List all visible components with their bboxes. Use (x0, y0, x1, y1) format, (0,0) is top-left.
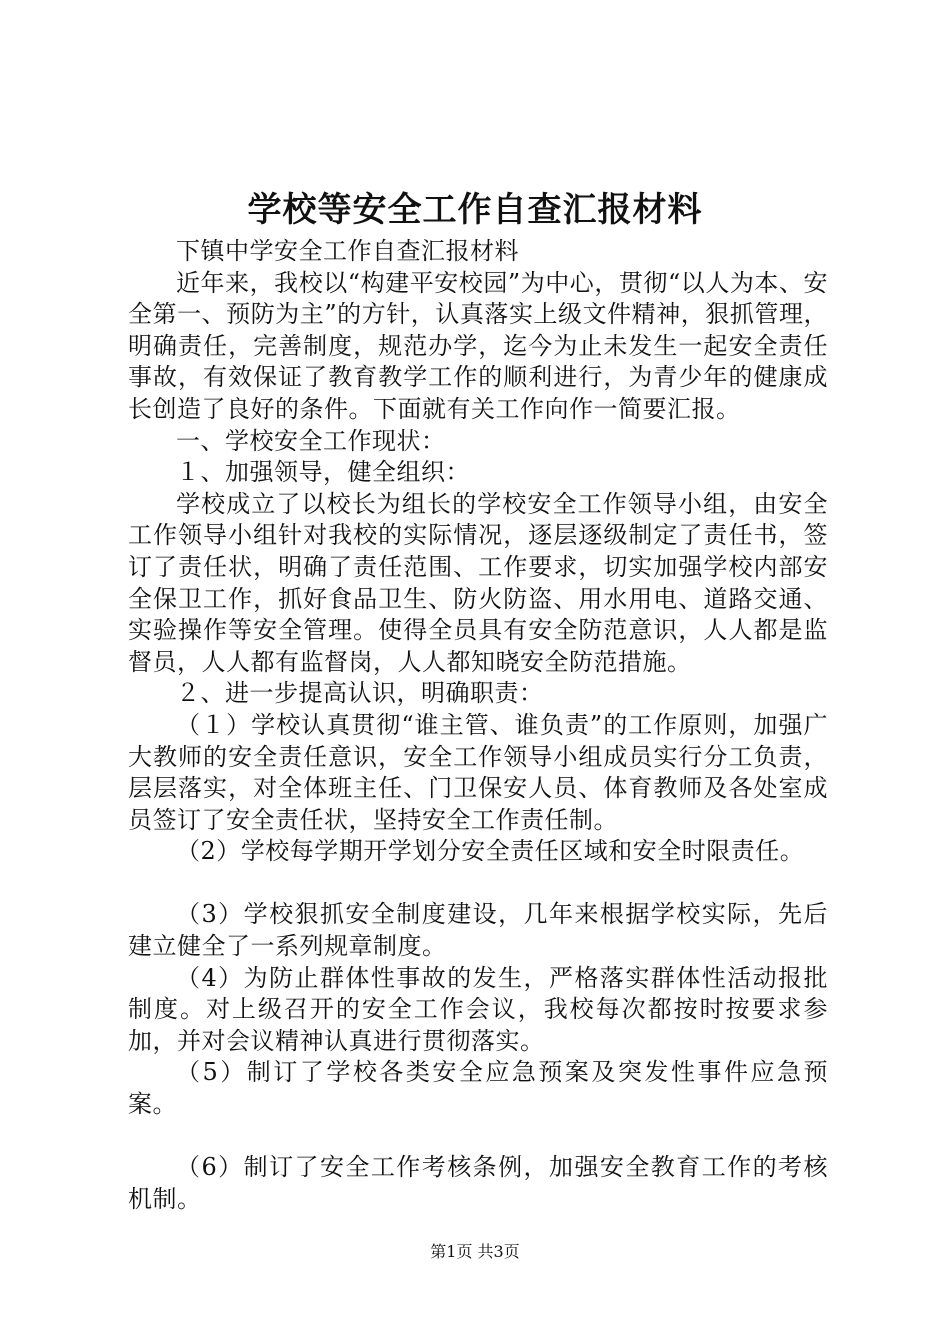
subsection-heading-2: ２、进一步提高认识，明确职责： (176, 679, 544, 708)
list-item-4: （4）为防止群体性事故的发生，严格落实群体性活动报批制度。对上级召开的安全工作会议，我校每次都按时按要求参加，并对会议精神认真进行贯彻落实。 (128, 963, 828, 1055)
list-item-2: （2）学校每学期开学划分安全责任区域和安全时限责任。 (176, 837, 805, 866)
section-heading-1: 一、学校安全工作现状： (176, 426, 446, 455)
list-item-6: （6）制订了安全工作考核条例，加强安全教育工作的考核机制。 (128, 1153, 828, 1213)
document-body (128, 236, 828, 1215)
list-item-5: （5）制订了学校各类安全应急预案及突发性事件应急预案。 (128, 1058, 828, 1119)
paragraph-intro: 近年来，我校以“构建平安校园”为中心，贯彻“以人为本、安全第一、预防为主”的方针，认真落实上级文件精神，狠抓管理，明确责任，完善制度，规范办学，迄今为止未发生一起安全责任事故，有效保证了教育教学工作的顺利进行，为青少年的健康成长创造了良好的条件。下面就有关工作向作一简要汇报。 (128, 268, 828, 423)
subsection-heading-1: １、加强领导，健全组织： (176, 458, 470, 487)
list-item-1: （１）学校认真贯彻“谁主管、谁负责”的工作原则，加强广大教师的安全责任意识，安全工作领导小组成员实行分工负责，层层落实，对全体班主任、门卫保安人员、体育教师及各处室成员签订了安全责任状，坚持安全工作责任制。 (128, 710, 828, 834)
page-footer: 第1页 共3页 (430, 1242, 520, 1261)
document-title: 学校等安全工作自查汇报材料 (247, 190, 703, 230)
list-item-3: （3）学校狠抓安全制度建设，几年来根据学校实际，先后建立健全了一系列规章制度。 (128, 900, 828, 961)
paragraph-organization: 学校成立了以校长为组长的学校安全工作领导小组，由安全工作领导小组针对我校的实际情况，逐层逐级制定了责任书，签订了责任状，明确了责任范围、工作要求，切实加强学校内部安全保卫工作，抓好食品卫生、防火防盗、用水用电、道路交通、实验操作等安全管理。使得全员具有安全防范意识，人人都是监督员，人人都有监督岗，人人都知晓安全防范措施。 (128, 489, 828, 676)
paragraph-subtitle: 下镇中学安全工作自查汇报材料 (176, 237, 519, 265)
